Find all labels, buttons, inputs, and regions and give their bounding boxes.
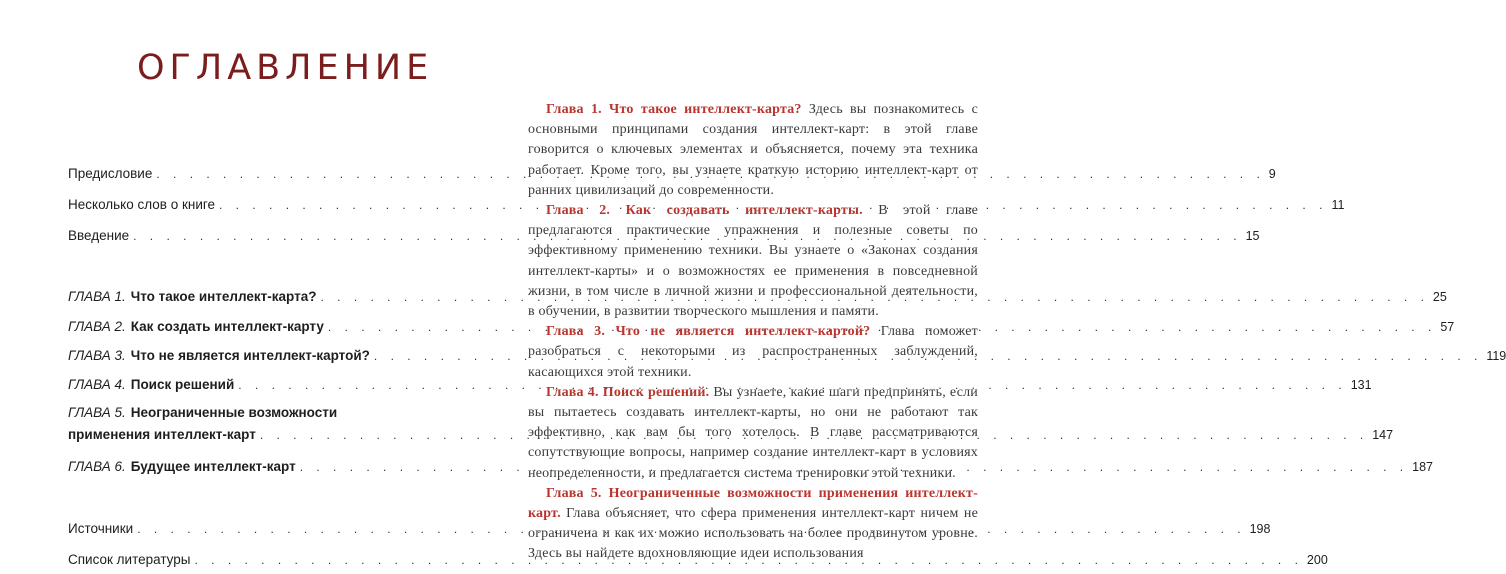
toc-page: 9: [1268, 167, 1276, 181]
chapter-summary: В этой главе предлагаются практические упражнения и полезные советы по эффективному применению техники. Вы узнаете о «Законах создания интеллект-карты» и о возможностях ее применения в повседневной жизни, в том числе в личной жизни и профессиональной деятельности, в обучении, в развитии творческого мышления и памяти.: [528, 203, 978, 320]
toc-label: Источники: [68, 521, 134, 536]
toc-chapter-title-continued: применения интеллект-карт: [68, 427, 256, 442]
chapter-summary: Глава объясняет, что сфера применения интеллект-карт ничем не ограничена и как их можно использовать на более продвинутом уровне. Здесь вы найдете вдохновляющие идеи использования: [528, 506, 978, 562]
toc-page: 25: [1432, 290, 1447, 304]
toc-entry-chapter-3[interactable]: [68, 344, 1506, 368]
chapter-summary: Глава поможет разобраться с некоторыми из распространенных заблуждений, касающихся этой техники.: [528, 324, 978, 380]
toc-entry-chapter-5[interactable]: [68, 402, 1394, 446]
chapter-heading: Глава 2. Как создавать интеллект-карты.: [546, 203, 863, 219]
toc-page: 198: [1249, 522, 1271, 536]
toc-chapter-number: ГЛАВА 2.: [68, 319, 126, 334]
toc-chapter-title: Будущее интеллект-карт: [130, 459, 296, 474]
toc-label: Введение: [68, 228, 130, 243]
toc-label: Список литературы: [68, 552, 191, 567]
chapter-description: [528, 201, 978, 322]
chapter-description: [528, 383, 978, 484]
chapter-summary: Здесь вы познакомитесь с основными принципами создания интеллект-карт: в этой главе говорится о ключевых элементах и объясняется, почему эта техника работает. Кроме того, вы узнаете краткую историю интеллект-карт от ранних цивилизаций до современности.: [528, 102, 978, 198]
toc-page: 187: [1412, 460, 1433, 474]
toc-entry-literature[interactable]: [68, 548, 1328, 572]
chapter-summary: Вы узнаете, какие шаги предпринять, если вы пытаетесь создавать интеллект-карты, но они не работают так эффективно, как вам бы того хотелось. В главе рассматриваются сопутствующие вопросы, например создание интеллект-карт в условиях неопределенности, и предлагается система тренировки этой техники.: [528, 384, 978, 481]
toc-page: 131: [1350, 378, 1372, 392]
chapter-description: [528, 100, 978, 201]
toc-entry-sources[interactable]: [68, 517, 1271, 541]
toc-page: 57: [1440, 320, 1455, 334]
chapter-description: [528, 484, 978, 565]
toc-chapter-title: Что не является интеллект-картой?: [130, 348, 370, 363]
chapter-heading: Глава 1. Что такое интеллект-карта?: [546, 102, 802, 117]
chapter-description: [528, 322, 978, 383]
toc-chapter-number: ГЛАВА 4.: [68, 377, 126, 392]
toc-entry-intro[interactable]: [68, 224, 1260, 248]
toc-entry-chapter-4[interactable]: [68, 373, 1372, 397]
toc-chapter-title: Как создать интеллект-карту: [130, 319, 324, 334]
toc-entry-chapter-6[interactable]: [68, 455, 1433, 479]
toc-page: 11: [1331, 198, 1345, 212]
toc-page: 147: [1372, 428, 1394, 442]
chapter-heading: Глава 5. Неограниченные возможности применения интеллект-карт.: [528, 485, 978, 522]
toc-chapter-number: ГЛАВА 1.: [68, 289, 126, 304]
toc-entry-chapter-1[interactable]: [68, 285, 1447, 309]
chapter-descriptions: [528, 100, 978, 565]
toc-chapter-number: ГЛАВА 5.: [68, 405, 126, 420]
toc-chapter-title: Что такое интеллект-карта?: [130, 289, 317, 304]
toc-chapter-title: Неограниченные возможности: [130, 405, 338, 420]
toc-chapter-title: Поиск решений: [130, 377, 235, 392]
toc-page: 200: [1306, 553, 1328, 567]
toc-label: Предисловие: [68, 166, 153, 181]
toc-page: 15: [1245, 229, 1260, 243]
toc-entry-preface[interactable]: [68, 162, 1276, 186]
chapter-heading: Глава 3. Что не является интеллект-картой?: [546, 324, 871, 340]
toc-chapter-number: ГЛАВА 6.: [68, 459, 126, 474]
toc-label: Несколько слов о книге: [68, 197, 216, 212]
toc-page: 119: [1486, 349, 1506, 363]
page-title: ОГЛАВЛЕНИЕ: [137, 48, 434, 88]
chapter-heading: Глава 4. Поиск решений.: [546, 384, 710, 400]
toc-chapter-number: ГЛАВА 3.: [68, 348, 126, 363]
